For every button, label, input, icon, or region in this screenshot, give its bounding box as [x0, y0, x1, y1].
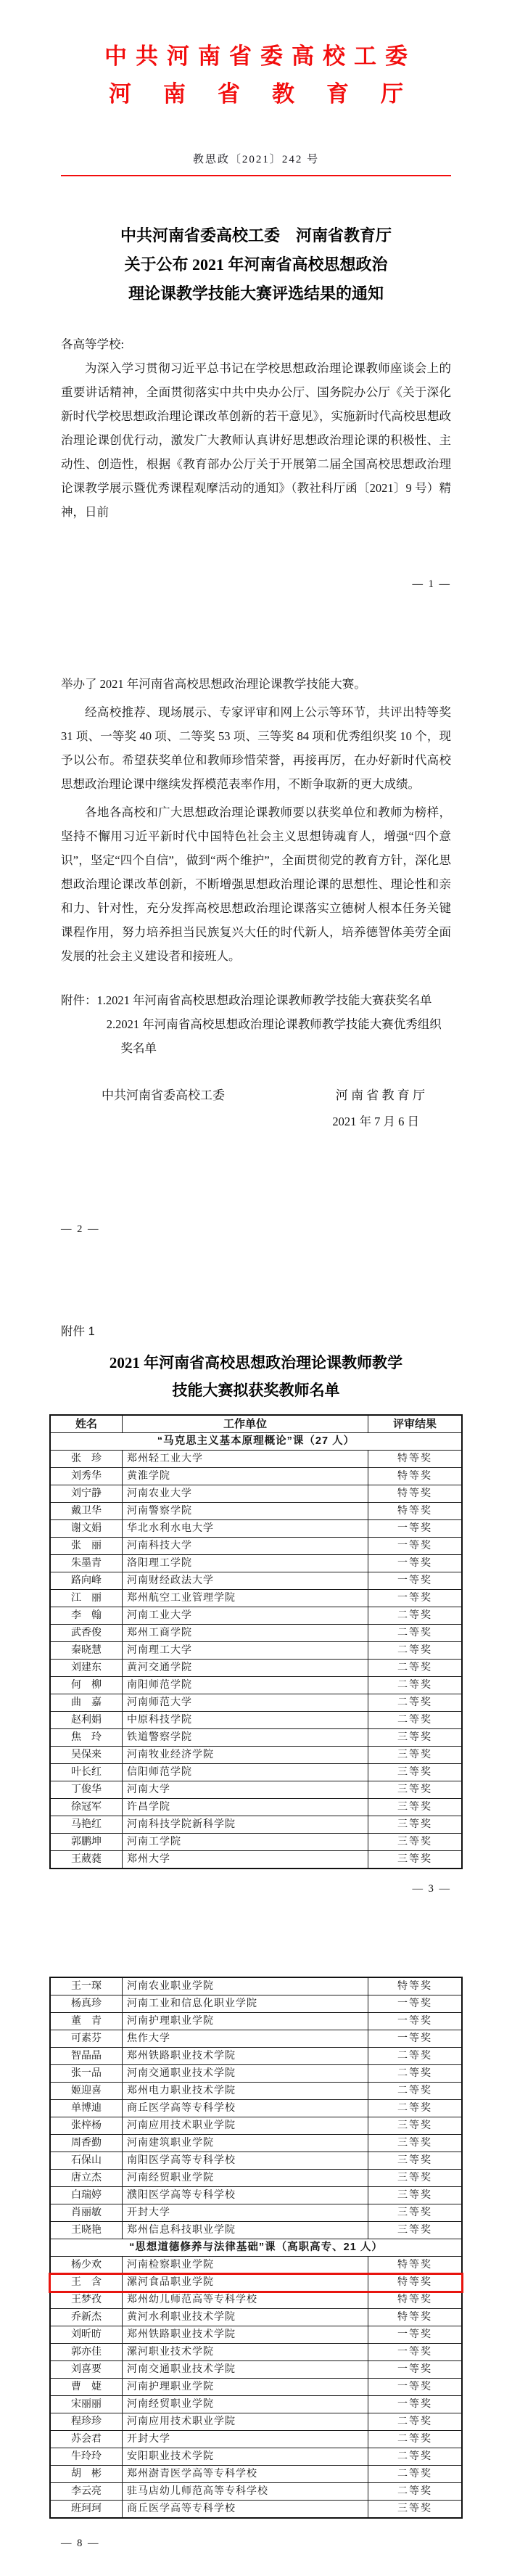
unit-cell: 安阳职业技术学院	[123, 2448, 368, 2466]
award-cell: 三等奖	[368, 1799, 463, 1816]
award-cell: 三等奖	[368, 1816, 463, 1834]
award-cell: 三等奖	[368, 2135, 463, 2152]
award-cell: 三等奖	[368, 2117, 463, 2135]
unit-cell: 华北水利水电大学	[123, 1520, 368, 1538]
award-cell: 二等奖	[368, 2100, 463, 2117]
name-cell: 曲 嘉	[50, 1694, 123, 1712]
name-cell: 武香俊	[50, 1625, 123, 1642]
unit-cell: 郑州铁路职业技术学院	[123, 2048, 368, 2065]
name-cell: 肖丽敏	[50, 2204, 123, 2222]
name-cell: 曹 婕	[50, 2379, 123, 2396]
document-title-line-3: 理论课教学技能大赛评选结果的通知	[128, 284, 384, 303]
unit-cell: 开封大学	[123, 2431, 368, 2448]
unit-cell: 黄河交通学院	[123, 1660, 368, 1677]
award-cell: 一等奖	[368, 1538, 463, 1555]
name-cell: 谢文娟	[50, 1520, 123, 1538]
name-cell: 戴卫华	[50, 1503, 123, 1520]
award-cell: 二等奖	[368, 2083, 463, 2100]
award-cell: 三等奖	[368, 1834, 463, 1851]
name-cell: 张 珍	[50, 1451, 123, 1468]
name-cell: 杨真珍	[50, 1995, 123, 2013]
award-cell: 二等奖	[368, 2413, 463, 2431]
unit-cell: 河南农业大学	[123, 1485, 368, 1503]
body-paragraph-1: 为深入学习贯彻习近平总书记在学校思想政治理论课教师座谈会上的重要讲话精神，全面贯彻落实中共中央办公厅、国务院办公厅《关于深化新时代学校思想政治理论课改革创新的若干意见》，实施新时代高校思想政治理论课创优行动，激发广大教师认真讲好思想政治理论课的积极性、主动性、创造性，根据《教育部办公厅关于开展第二届全国高校思想政治理论课教学展示暨优秀课程观摩活动的通知》（教社科厅函〔2021〕9 号）精神，日前	[61, 361, 451, 519]
award-cell: 特等奖	[368, 2274, 463, 2292]
name-cell: 唐立杰	[50, 2170, 123, 2187]
award-cell: 一等奖	[368, 1590, 463, 1607]
name-cell: 周香勤	[50, 2135, 123, 2152]
award-table-row	[50, 2309, 462, 2326]
award-cell: 三等奖	[368, 2222, 463, 2239]
award-table-part-2	[49, 1977, 463, 2519]
award-table-row	[50, 2361, 462, 2379]
unit-cell: 许昌学院	[123, 1799, 368, 1816]
name-cell: 姬迎喜	[50, 2083, 123, 2100]
unit-cell: 开封大学	[123, 2204, 368, 2222]
unit-cell: 郑州大学	[123, 1851, 368, 1869]
unit-cell: 河南工业和信息化职业学院	[123, 1995, 368, 2013]
unit-cell: 河南经贸职业学院	[123, 2170, 368, 2187]
award-table-row	[50, 1764, 462, 1781]
name-cell: 马艳红	[50, 1816, 123, 1834]
unit-cell: 河南应用技术职业学院	[123, 2413, 368, 2431]
award-table-row	[50, 1660, 462, 1677]
name-cell: 叶长红	[50, 1764, 123, 1781]
body-paragraph-1-continuation: 举办了 2021 年河南省高校思想政治理论课教学技能大赛。	[61, 677, 366, 691]
name-cell: 牛玲玲	[50, 2448, 123, 2466]
award-table-row	[50, 1451, 462, 1468]
letterhead-divider-rule	[61, 175, 451, 176]
award-table-row	[50, 2030, 462, 2048]
award-table-row	[50, 2117, 462, 2135]
unit-cell: 河南财经政法大学	[123, 1572, 368, 1590]
award-table-row	[50, 2065, 462, 2083]
name-cell: 可素芬	[50, 2030, 123, 2048]
unit-cell: 郑州铁路职业技术学院	[123, 2326, 368, 2344]
award-table-row	[50, 2483, 462, 2501]
award-table-row	[50, 1642, 462, 1660]
award-cell: 一等奖	[368, 2361, 463, 2379]
unit-cell: 驻马店幼儿师范高等专科学校	[123, 2483, 368, 2501]
name-cell: 王 含	[50, 2274, 123, 2292]
name-cell: 张 丽	[50, 1538, 123, 1555]
unit-cell: 河南检察职业学院	[123, 2257, 368, 2274]
attachment-1-title-line-1: 2021 年河南省高校思想政治理论课教师教学	[109, 1354, 403, 1371]
unit-cell: 黄河水利职业技术学院	[123, 2309, 368, 2326]
column-header-work-unit: 工作单位	[123, 1415, 368, 1433]
unit-cell: 焦作大学	[123, 2030, 368, 2048]
name-cell: 江 丽	[50, 1590, 123, 1607]
column-header-name: 姓名	[50, 1415, 123, 1433]
page-number-3: — 3 —	[412, 1883, 451, 1895]
attachment-list-item-1: 附件：1.2021 年河南省高校思想政治理论课教师教学技能大赛获奖名单	[61, 993, 432, 1007]
award-cell: 二等奖	[368, 1660, 463, 1677]
name-cell: 郭鹏坤	[50, 1834, 123, 1851]
award-table-row	[50, 2379, 462, 2396]
document-title	[0, 221, 512, 308]
award-table-row	[50, 2222, 462, 2239]
award-table-row	[50, 1572, 462, 1590]
unit-cell: 河南工业大学	[123, 1607, 368, 1625]
award-table-row	[50, 1503, 462, 1520]
award-cell: 三等奖	[368, 2187, 463, 2204]
signature-org-right: 河 南 省 教 育 厅	[335, 1088, 425, 1102]
award-cell: 一等奖	[368, 2326, 463, 2344]
award-table-row	[50, 1538, 462, 1555]
award-cell: 二等奖	[368, 1607, 463, 1625]
name-cell: 丁俊华	[50, 1781, 123, 1799]
award-table-row	[50, 1694, 462, 1712]
award-table-row	[50, 2100, 462, 2117]
award-cell: 特等奖	[368, 1503, 463, 1520]
document-page-2	[0, 631, 512, 1266]
attachment-1-tag: 附件 1	[61, 1325, 95, 1338]
award-table-row	[50, 1781, 462, 1799]
signature-date: 2021 年 7 月 6 日	[332, 1115, 419, 1128]
unit-cell: 河南工学院	[123, 1834, 368, 1851]
unit-cell: 河南大学	[123, 1781, 368, 1799]
award-cell: 一等奖	[368, 2030, 463, 2048]
award-cell: 三等奖	[368, 2152, 463, 2170]
name-cell: 刘建东	[50, 1660, 123, 1677]
name-cell: 焦 玲	[50, 1729, 123, 1747]
unit-cell: 漯河职业技术学院	[123, 2344, 368, 2361]
course-section-row	[50, 1433, 462, 1451]
unit-cell: 濮阳医学高等专科学校	[123, 2187, 368, 2204]
award-table-row	[50, 1625, 462, 1642]
name-cell: 单博迪	[50, 2100, 123, 2117]
unit-cell: 河南警察学院	[123, 1503, 368, 1520]
award-table-row	[50, 2083, 462, 2100]
unit-cell: 河南科技学院新科学院	[123, 1816, 368, 1834]
name-cell: 王晓艳	[50, 2222, 123, 2239]
signature-row	[102, 1085, 425, 1103]
name-cell: 吴保来	[50, 1747, 123, 1764]
award-table-row	[50, 2292, 462, 2309]
award-table-row	[50, 2501, 462, 2519]
award-table-row	[50, 1607, 462, 1625]
award-table-row	[50, 2466, 462, 2483]
award-table-row	[50, 1520, 462, 1538]
award-cell: 二等奖	[368, 1677, 463, 1694]
unit-cell: 河南师范大学	[123, 1694, 368, 1712]
unit-cell: 郑州电力职业技术学院	[123, 2083, 368, 2100]
unit-cell: 漯河食品职业学院	[123, 2274, 368, 2292]
document-page-1	[0, 0, 512, 631]
award-cell: 二等奖	[368, 1642, 463, 1660]
award-cell: 二等奖	[368, 2448, 463, 2466]
unit-cell: 郑州信息科技职业学院	[123, 2222, 368, 2239]
award-cell: 特等奖	[368, 1451, 463, 1468]
name-cell: 朱墨青	[50, 1555, 123, 1572]
award-cell: 一等奖	[368, 2379, 463, 2396]
award-table-row	[50, 2344, 462, 2361]
award-cell: 三等奖	[368, 1729, 463, 1747]
award-cell: 三等奖	[368, 2204, 463, 2222]
award-table-row	[50, 2013, 462, 2030]
name-cell: 石保山	[50, 2152, 123, 2170]
name-cell: 刘秀华	[50, 1468, 123, 1485]
award-cell: 特等奖	[368, 2309, 463, 2326]
body-paragraph-2: 经高校推荐、现场展示、专家评审和网上公示等环节，共评出特等奖 31 项、一等奖 40 项、二等奖 53 项、三等奖 84 项和优秀组织奖 10 个，现予以公布。希望获奖单位和教师珍惜荣誉，再接再厉，在办好新时代高校思想政治理论课中继续发挥模范表率作用，不断争取新的更大成绩。	[61, 705, 451, 791]
unit-cell: 河南理工大学	[123, 1642, 368, 1660]
unit-cell: 南阳医学高等专科学校	[123, 2152, 368, 2170]
unit-cell: 南阳师范学院	[123, 1677, 368, 1694]
award-table-row	[50, 1799, 462, 1816]
award-table-row	[50, 1816, 462, 1834]
award-table-row	[50, 2170, 462, 2187]
name-cell: 王一琛	[50, 1977, 123, 1995]
unit-cell: 信阳师范学院	[123, 1764, 368, 1781]
name-cell: 李 翰	[50, 1607, 123, 1625]
salutation: 各高等学校:	[61, 337, 125, 351]
unit-cell: 郑州幼儿师范高等专科学校	[123, 2292, 368, 2309]
page-number-2: — 2 —	[61, 1223, 100, 1235]
name-cell: 刘昕昉	[50, 2326, 123, 2344]
body-paragraph-3: 各地各高校和广大思想政治理论课教师要以获奖单位和教师为榜样，坚持不懈用习近平新时代中国特色社会主义思想铸魂育人，增强“四个意识”，坚定“四个自信”，做到“两个维护”，全面贯彻党的教育方针，深化思想政治理论课改革创新，不断增强思想政治理论课的思想性、理论性和亲和力、针对性，充分发挥高校思想政治理论课落实立德树人根本任务关键课程作用，努力培养担当民族复兴大任的时代新人，培养德智体美劳全面发展的社会主义建设者和接班人。	[61, 805, 451, 963]
award-cell: 三等奖	[368, 2501, 463, 2519]
award-table-row	[50, 1485, 462, 1503]
award-cell: 三等奖	[368, 2170, 463, 2187]
unit-cell: 河南科技大学	[123, 1538, 368, 1555]
unit-cell: 河南交通职业技术学院	[123, 2361, 368, 2379]
attachment-1-title	[0, 1349, 512, 1404]
award-cell: 二等奖	[368, 2048, 463, 2065]
name-cell: 徐冠军	[50, 1799, 123, 1816]
award-cell: 二等奖	[368, 2483, 463, 2501]
award-cell: 三等奖	[368, 1747, 463, 1764]
award-table-row	[50, 1677, 462, 1694]
award-table-row	[50, 2431, 462, 2448]
name-cell: 白瑞婷	[50, 2187, 123, 2204]
unit-cell: 郑州航空工业管理学院	[123, 1590, 368, 1607]
award-cell: 二等奖	[368, 2466, 463, 2483]
unit-cell: 商丘医学高等专科学校	[123, 2100, 368, 2117]
award-table-row-highlighted	[50, 2274, 462, 2292]
award-table-row	[50, 1977, 462, 1995]
award-table-row	[50, 2204, 462, 2222]
name-cell: 李云亮	[50, 2483, 123, 2501]
unit-cell: 黄淮学院	[123, 1468, 368, 1485]
unit-cell: 郑州轻工业大学	[123, 1451, 368, 1468]
name-cell: 赵利娟	[50, 1712, 123, 1729]
name-cell: 路向峰	[50, 1572, 123, 1590]
unit-cell: 河南交通职业技术学院	[123, 2065, 368, 2083]
award-table-row	[50, 2396, 462, 2413]
award-cell: 三等奖	[368, 1764, 463, 1781]
award-table-row	[50, 1834, 462, 1851]
award-table-row	[50, 2257, 462, 2274]
award-table-row	[50, 1995, 462, 2013]
award-table-row	[50, 1851, 462, 1869]
unit-cell: 洛阳理工学院	[123, 1555, 368, 1572]
award-table-row	[50, 1590, 462, 1607]
award-cell: 三等奖	[368, 1851, 463, 1869]
name-cell: 杨少欢	[50, 2257, 123, 2274]
attachments-note	[61, 988, 451, 1060]
name-cell: 程珍珍	[50, 2413, 123, 2431]
award-cell: 一等奖	[368, 1995, 463, 2013]
award-cell: 二等奖	[368, 2065, 463, 2083]
name-cell: 刘宁静	[50, 1485, 123, 1503]
unit-cell: 郑州工商学院	[123, 1625, 368, 1642]
award-cell: 特等奖	[368, 2292, 463, 2309]
unit-cell: 河南护理职业学院	[123, 2379, 368, 2396]
document-page-3	[0, 1266, 512, 1901]
award-cell: 三等奖	[368, 1781, 463, 1799]
award-cell: 一等奖	[368, 1520, 463, 1538]
name-cell: 刘喜要	[50, 2361, 123, 2379]
unit-cell: 中原科技学院	[123, 1712, 368, 1729]
name-cell: 张梓杨	[50, 2117, 123, 2135]
attachment-1-title-line-2: 技能大赛拟获奖教师名单	[172, 1382, 340, 1399]
name-cell: 张一品	[50, 2065, 123, 2083]
award-table-row	[50, 2048, 462, 2065]
award-table-row	[50, 1747, 462, 1764]
award-cell: 特等奖	[368, 1468, 463, 1485]
name-cell: 胡 彬	[50, 2466, 123, 2483]
award-cell: 一等奖	[368, 2344, 463, 2361]
unit-cell: 铁道警察学院	[123, 1729, 368, 1747]
name-cell: 董 青	[50, 2013, 123, 2030]
letterhead-org-line-2: 河南省教育厅	[109, 81, 435, 107]
name-cell: 王葳蕤	[50, 1851, 123, 1869]
award-table-part-1	[49, 1414, 463, 1869]
course-section-header-1: “马克思主义基本原理概论”课（27 人）	[50, 1433, 462, 1451]
document-number: 教思政〔2021〕242 号	[192, 154, 320, 165]
award-cell: 二等奖	[368, 1712, 463, 1729]
award-cell: 二等奖	[368, 1625, 463, 1642]
name-cell: 秦晓慧	[50, 1642, 123, 1660]
document-title-line-2: 关于公布 2021 年河南省高校思想政治	[124, 255, 388, 274]
document-page-8	[0, 1901, 512, 2576]
award-cell: 二等奖	[368, 2431, 463, 2448]
name-cell: 王梦孜	[50, 2292, 123, 2309]
unit-cell: 郑州澍青医学高等专科学校	[123, 2466, 368, 2483]
signature-org-left: 中共河南省委高校工委	[102, 1088, 225, 1102]
unit-cell: 商丘医学高等专科学校	[123, 2501, 368, 2519]
document-title-line-1: 中共河南省委高校工委 河南省教育厅	[120, 226, 392, 245]
award-table-row	[50, 2326, 462, 2344]
unit-cell: 河南护理职业学院	[123, 2013, 368, 2030]
unit-cell: 河南应用技术职业学院	[123, 2117, 368, 2135]
award-cell: 一等奖	[368, 1555, 463, 1572]
course-section-row	[50, 2239, 462, 2257]
award-table-row	[50, 1468, 462, 1485]
award-cell: 一等奖	[368, 2013, 463, 2030]
award-cell: 特等奖	[368, 2257, 463, 2274]
unit-cell: 河南经贸职业学院	[123, 2396, 368, 2413]
award-cell: 特等奖	[368, 1485, 463, 1503]
award-table-row	[50, 1712, 462, 1729]
award-table-row	[50, 2152, 462, 2170]
attachment-list-item-2: 2.2021 年河南省高校思想政治理论课教师教学技能大赛优秀组织奖名单	[106, 1017, 442, 1055]
unit-cell: 河南农业职业学院	[123, 1977, 368, 1995]
name-cell: 班珂珂	[50, 2501, 123, 2519]
page-number-8: — 8 —	[61, 2538, 100, 2549]
award-table-row	[50, 2413, 462, 2431]
course-section-header-2: “思想道德修养与法律基础”课（高职高专、21 人）	[50, 2239, 462, 2257]
name-cell: 宋丽丽	[50, 2396, 123, 2413]
award-table-row	[50, 2135, 462, 2152]
name-cell: 乔新杰	[50, 2309, 123, 2326]
award-table-row	[50, 1729, 462, 1747]
award-table-header-row	[50, 1415, 462, 1433]
letterhead-org-line-1: 中共河南省委高校工委	[104, 44, 416, 69]
name-cell: 苏会君	[50, 2431, 123, 2448]
award-cell: 特等奖	[368, 1977, 463, 1995]
award-cell: 一等奖	[368, 2396, 463, 2413]
name-cell: 智晶晶	[50, 2048, 123, 2065]
column-header-review-result: 评审结果	[368, 1415, 463, 1433]
award-table-row	[50, 2448, 462, 2466]
page-number-1: — 1 —	[412, 578, 451, 590]
unit-cell: 河南牧业经济学院	[123, 1747, 368, 1764]
award-table-row	[50, 2187, 462, 2204]
award-cell: 一等奖	[368, 1572, 463, 1590]
name-cell: 何 柳	[50, 1677, 123, 1694]
unit-cell: 河南建筑职业学院	[123, 2135, 368, 2152]
name-cell: 郭亦佳	[50, 2344, 123, 2361]
award-cell: 二等奖	[368, 1694, 463, 1712]
award-table-row	[50, 1555, 462, 1572]
